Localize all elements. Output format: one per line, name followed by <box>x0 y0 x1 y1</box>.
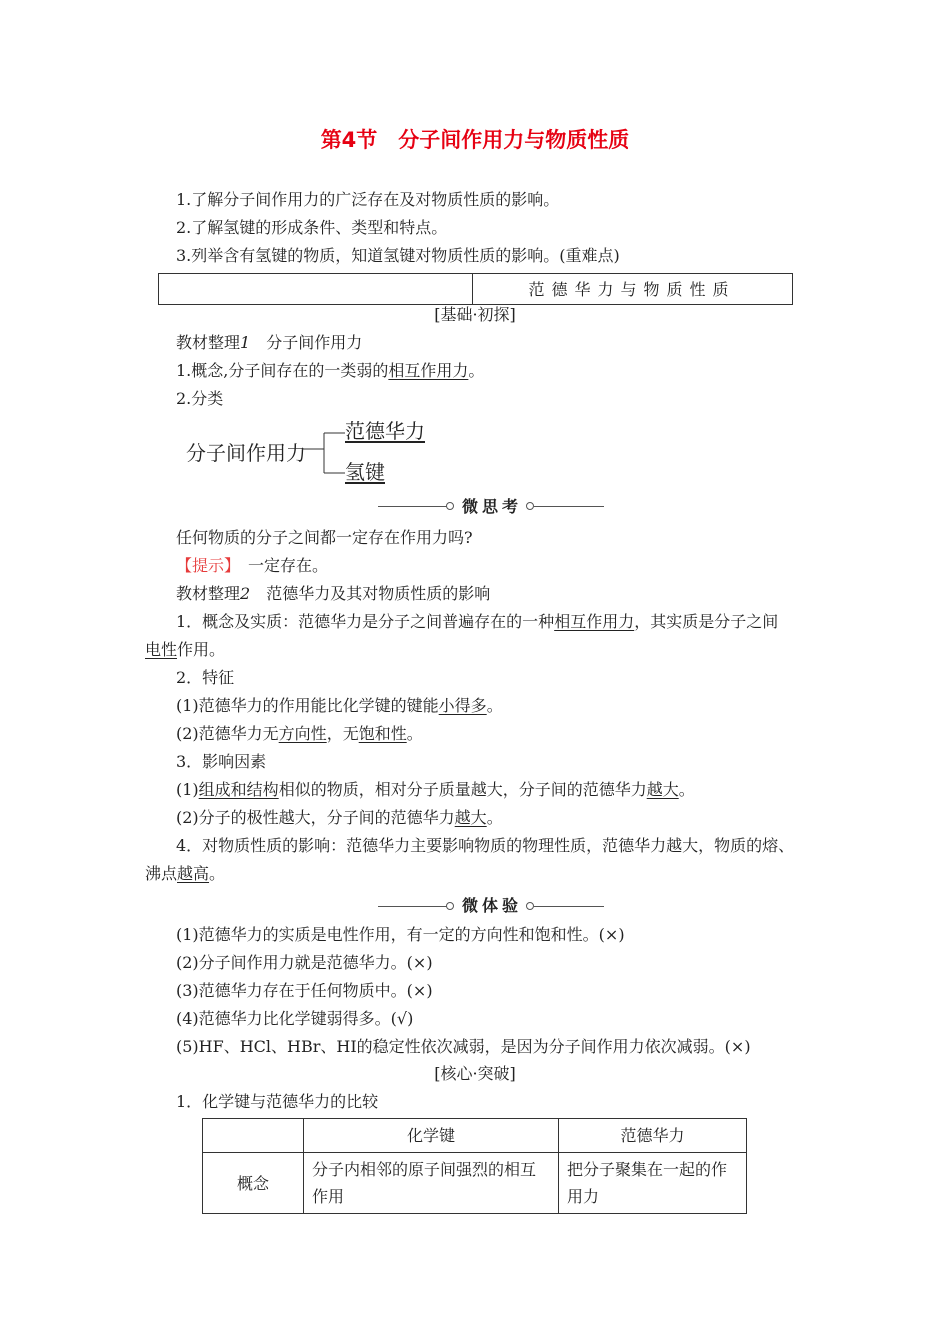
objective-3: 3.列举含有氢键的物质，知道氢键对物质性质的影响。(重难点) <box>176 246 620 265</box>
table-cell: 概念 <box>203 1153 304 1214</box>
separator-line-right <box>534 906 604 907</box>
effect-line: 4．对物质性质的影响：范德华力主要影响物质的物理性质，范德华力越大，物质的熔、 <box>176 836 795 855</box>
section-1-heading: 教材整理1 分子间作用力 <box>176 333 363 352</box>
think-hint: 【提示】 一定存在。 <box>176 556 329 575</box>
experience-item: (3)范德华力存在于任何物质中。(×) <box>176 981 433 1000</box>
factor-2: (2)分子的极性越大，分子间的范德华力越大。 <box>176 808 503 827</box>
table-header-cell <box>203 1119 304 1153</box>
separator-line-left <box>378 506 448 507</box>
table-header-row <box>203 1119 747 1153</box>
table-cell: 把分子聚集在一起的作用力 <box>559 1153 747 1214</box>
diagram-branch-vdw: 范德华力 <box>345 419 425 443</box>
feature-2: (2)范德华力无方向性，无饱和性。 <box>176 724 423 743</box>
think-label: 微思考 <box>462 497 523 516</box>
outline-box <box>158 273 793 305</box>
think-question: 任何物质的分子之间都一定存在作用力吗? <box>176 528 473 547</box>
factors-heading: 3．影响因素 <box>176 752 267 771</box>
compare-heading: 1．化学键与范德华力的比较 <box>176 1092 379 1111</box>
objective-1: 1.了解分子间作用力的广泛存在及对物质性质的影响。 <box>176 190 560 209</box>
experience-item: (2)分子间作用力就是范德华力。(×) <box>176 953 433 972</box>
features-heading: 2．特征 <box>176 668 235 687</box>
diagram-branch-hbond: 氢键 <box>345 460 385 484</box>
separator-line-right <box>534 506 604 507</box>
table-header-cell: 化学键 <box>304 1119 559 1153</box>
concept-essence-line: 1．概念及实质：范德华力是分子之间普遍存在的一种相互作用力，其实质是分子之间 <box>176 612 779 631</box>
experience-item: (5)HF、HCl、HBr、HI的稳定性依次减弱，是因为分子间作用力依次减弱。(×) <box>176 1037 751 1056</box>
table-row <box>203 1153 747 1214</box>
section-2-heading: 教材整理2 范德华力及其对物质性质的影响 <box>176 584 491 603</box>
box-topic: 范德华力与物质性质 <box>528 280 736 299</box>
classify-line: 2.分类 <box>176 389 224 408</box>
effect-line-2: 沸点越高。 <box>145 864 226 883</box>
objective-2: 2.了解氢键的形成条件、类型和特点。 <box>176 218 448 237</box>
separator-line-left <box>378 906 448 907</box>
concept-essence-line-2: 电性作用。 <box>145 640 226 659</box>
separator-dot <box>526 502 534 510</box>
experience-item: (1)范德华力的实质是电性作用，有一定的方向性和饱和性。(×) <box>176 925 625 944</box>
concept-line: 1.概念,分子间存在的一类弱的相互作用力。 <box>176 361 485 380</box>
separator-dot <box>446 902 454 910</box>
comparison-table <box>202 1118 747 1214</box>
diagram-root: 分子间作用力 <box>186 441 306 465</box>
basic-tag: [基础·初探] <box>434 305 516 324</box>
core-tag: [核心·突破] <box>434 1064 516 1083</box>
feature-1: (1)范德华力的作用能比化学键的键能小得多。 <box>176 696 503 715</box>
factor-1: (1)组成和结构相似的物质，相对分子质量越大，分子间的范德华力越大。 <box>176 780 695 799</box>
experience-item: (4)范德华力比化学键弱得多。(√) <box>176 1009 414 1028</box>
table-header-cell: 范德华力 <box>559 1119 747 1153</box>
separator-dot <box>526 902 534 910</box>
experience-label: 微体验 <box>462 896 523 915</box>
table-cell: 分子内相邻的原子间强烈的相互作用 <box>304 1153 559 1214</box>
page-title: 第4节 分子间作用力与物质性质 <box>320 128 630 152</box>
separator-dot <box>446 502 454 510</box>
